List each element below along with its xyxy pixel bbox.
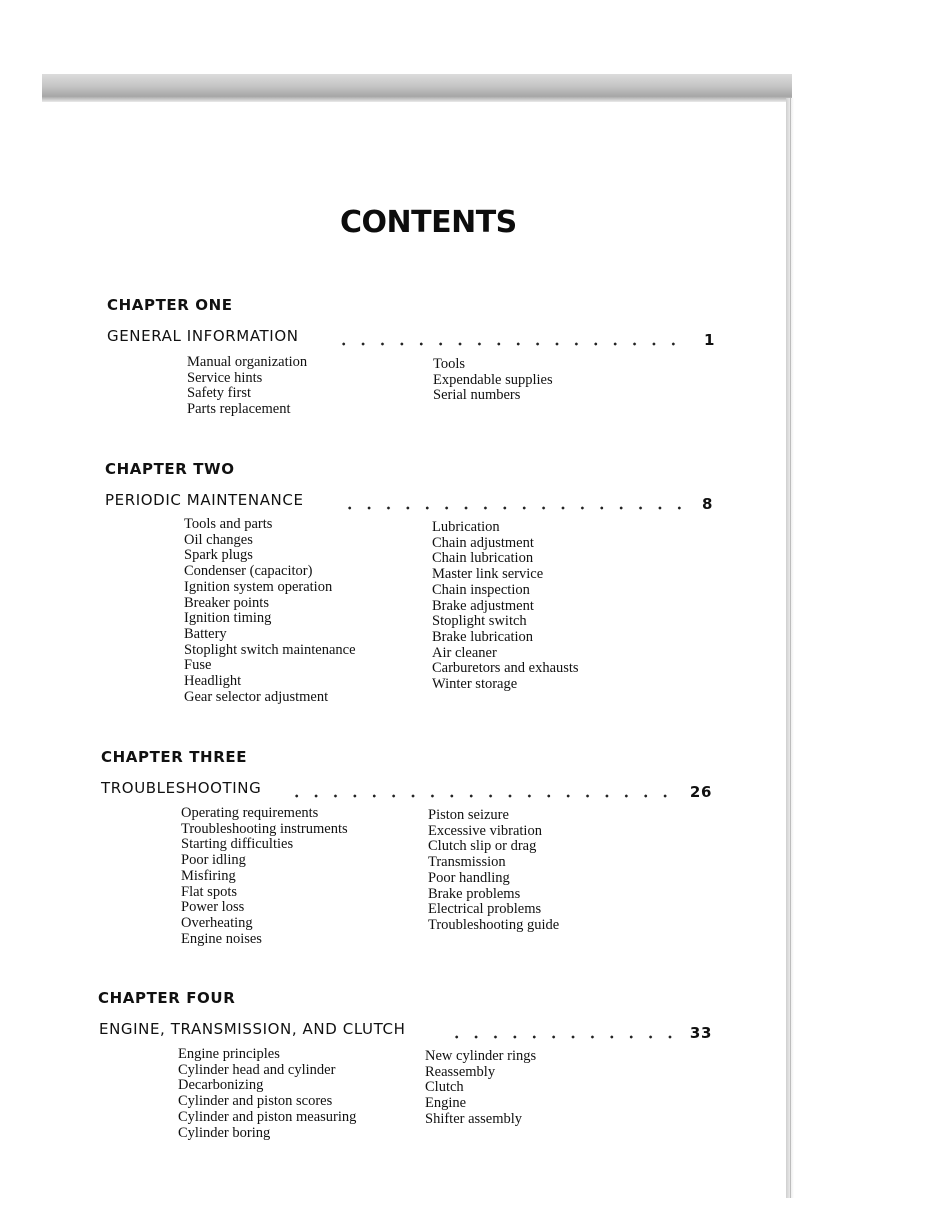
topic-item: Tools <box>433 356 466 372</box>
topic-item: Engine <box>425 1095 467 1112</box>
topic-item: Cylinder boring <box>178 1124 271 1141</box>
chapter-one-topics-left <box>187 355 307 418</box>
chapter-four-page-number: 33 <box>689 1024 712 1042</box>
topic-item: Brake adjustment <box>432 597 534 614</box>
topic-item: Decarbonizing <box>178 1077 264 1094</box>
topic-item: Fuse <box>184 657 212 674</box>
topic-item: Ignition system operation <box>184 578 333 595</box>
chapter-three-title: TROUBLESHOOTING <box>101 779 262 797</box>
chapter-one-page-number: 1 <box>703 331 715 349</box>
topic-item: Master link service <box>432 566 544 583</box>
topic-item: Condenser (capacitor) <box>184 563 313 580</box>
topic-item: Shifter assembly <box>425 1110 523 1127</box>
topic-item: Stoplight switch <box>432 613 527 630</box>
topic-item: Poor handling <box>428 869 510 886</box>
topic-item: Engine noises <box>181 930 262 947</box>
chapter-four-topics-right <box>425 1049 536 1128</box>
topic-item: Brake lubrication <box>432 628 534 645</box>
chapter-four-label: CHAPTER FOUR <box>98 989 236 1007</box>
page-title: CONTENTS <box>340 205 517 240</box>
topic-item: Ignition timing <box>184 610 272 627</box>
topic-item: Spark plugs <box>184 547 253 564</box>
topic-item: Clutch slip or drag <box>428 838 537 855</box>
topic-item: Poor idling <box>181 852 246 869</box>
topic-item: Carburetors and exhausts <box>432 660 579 677</box>
chapter-one-label: CHAPTER ONE <box>107 296 233 314</box>
topic-item: Tools and parts <box>184 516 273 532</box>
topic-item: Overheating <box>181 914 253 931</box>
chapter-two-page-number: 8 <box>701 495 713 513</box>
topic-item: New cylinder rings <box>425 1048 537 1064</box>
topic-item: Gear selector adjustment <box>184 688 329 705</box>
topic-item: Transmission <box>428 854 506 871</box>
chapter-two-topics-right <box>432 520 579 693</box>
topic-item: Piston seizure <box>428 807 509 823</box>
topic-item: Starting difficulties <box>181 836 294 853</box>
topic-item: Chain lubrication <box>432 550 534 567</box>
topic-item: Troubleshooting guide <box>428 916 560 933</box>
topic-item: Safety first <box>187 385 252 402</box>
topic-item: Serial numbers <box>433 387 521 404</box>
topic-item: Reassembly <box>425 1063 496 1080</box>
chapter-one-topics-right <box>433 357 553 404</box>
topic-item: Electrical problems <box>428 901 542 918</box>
chapter-three-label: CHAPTER THREE <box>101 748 248 766</box>
topic-item: Lubrication <box>432 519 500 535</box>
topic-item: Breaker points <box>184 594 269 611</box>
chapter-two-leader-dots <box>340 497 685 511</box>
topic-item: Troubleshooting instruments <box>181 820 348 837</box>
scan-edge-line <box>790 98 791 1198</box>
chapter-three-topics-left <box>181 806 348 947</box>
chapter-two-topics-left <box>184 517 356 705</box>
chapter-four-topics-left <box>178 1047 356 1141</box>
topic-item: Battery <box>184 625 227 642</box>
topic-item: Winter storage <box>432 676 518 693</box>
topic-item: Cylinder and piston scores <box>178 1093 333 1110</box>
topic-item: Chain adjustment <box>432 534 534 551</box>
topic-item: Clutch <box>425 1079 464 1096</box>
chapter-four-title: ENGINE, TRANSMISSION, AND CLUTCH <box>99 1020 406 1038</box>
topic-item: Manual organization <box>187 354 308 370</box>
topic-item: Cylinder head and cylinder <box>178 1061 336 1078</box>
topic-item: Flat spots <box>181 883 237 900</box>
topic-item: Chain inspection <box>432 581 530 598</box>
chapter-four-leader-dots <box>447 1026 679 1040</box>
topic-item: Brake problems <box>428 885 521 902</box>
chapter-three-page-number: 26 <box>689 783 712 801</box>
topic-item: Oil changes <box>184 531 253 548</box>
topic-item: Cylinder and piston measuring <box>178 1108 357 1125</box>
topic-item: Power loss <box>181 899 245 916</box>
topic-item: Air cleaner <box>432 644 497 661</box>
chapter-two-title: PERIODIC MAINTENANCE <box>105 491 304 509</box>
chapter-one-leader-dots <box>334 333 688 347</box>
topic-item: Stoplight switch maintenance <box>184 641 356 658</box>
chapter-three-topics-right <box>428 808 559 934</box>
chapter-one-title: GENERAL INFORMATION <box>107 327 299 345</box>
topic-item: Headlight <box>184 673 242 690</box>
topic-item: Excessive vibration <box>428 822 542 839</box>
topic-item: Expendable supplies <box>433 371 553 388</box>
chapter-two-label: CHAPTER TWO <box>105 460 235 478</box>
topic-item: Misfiring <box>181 867 236 884</box>
topic-item: Operating requirements <box>181 805 319 821</box>
topic-item: Service hints <box>187 369 263 386</box>
scan-shadow-top <box>42 74 792 102</box>
topic-item: Parts replacement <box>187 401 291 418</box>
topic-item: Engine principles <box>178 1046 280 1062</box>
chapter-three-leader-dots <box>287 785 679 799</box>
